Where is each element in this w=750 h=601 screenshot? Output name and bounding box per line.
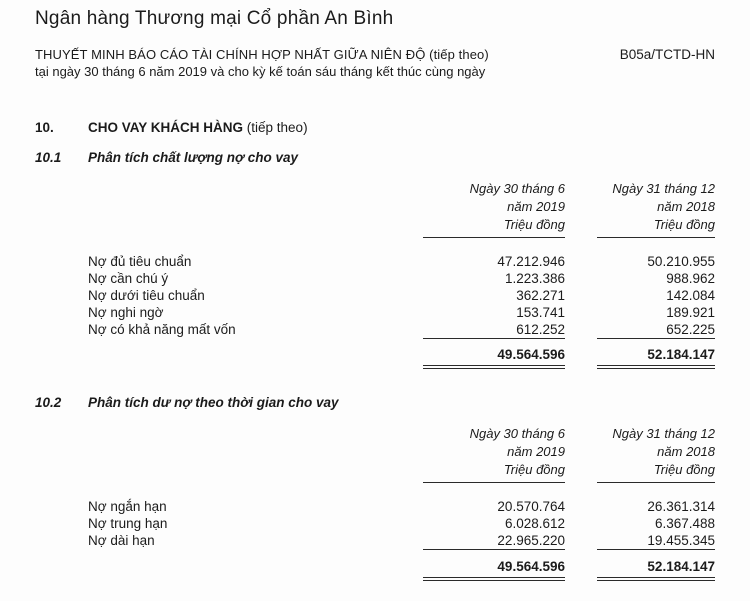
table-row [35, 270, 715, 287]
column-gap [565, 270, 597, 287]
total-label-spacer [35, 549, 423, 581]
row-label: Nợ có khả năng mất vốn [88, 322, 236, 337]
document-title-block [35, 46, 489, 80]
column-header-2018 [597, 180, 715, 238]
subsection-title: Phân tích chất lượng nợ cho vay [88, 150, 299, 165]
column-header-2019-line1: Ngày 30 tháng 6 [469, 181, 565, 196]
row-value-2019: 362.271 [516, 288, 565, 303]
header-label-spacer [35, 180, 423, 238]
row-label: Nợ dưới tiêu chuẩn [88, 288, 205, 303]
table-body [35, 498, 715, 549]
table-row [35, 498, 715, 515]
loan-term-table [35, 425, 715, 581]
row-value-2019: 153.741 [516, 305, 565, 320]
row-value-2019: 1.223.386 [504, 271, 565, 286]
form-code: B05a/TCTD-HN [619, 47, 715, 62]
row-value-2019: 20.570.764 [497, 499, 565, 514]
row-value-2019: 22.965.220 [497, 533, 565, 548]
row-label: Nợ cần chú ý [88, 271, 169, 286]
column-header-2019-unit: Triệu đồng [503, 462, 565, 477]
column-gap [565, 304, 597, 321]
column-header-2019-line1: Ngày 30 tháng 6 [469, 426, 565, 441]
column-header-2019-unit: Triệu đồng [503, 217, 565, 232]
row-label: Nợ trung hạn [88, 516, 168, 531]
row-value-2019: 6.028.612 [504, 516, 565, 531]
row-value-2018: 6.367.488 [654, 516, 715, 531]
column-header-2019 [423, 425, 565, 483]
table-row [35, 321, 715, 338]
column-gap [565, 532, 597, 549]
column-gap [565, 180, 597, 238]
row-value-2018: 142.084 [666, 288, 715, 303]
document-header [35, 46, 715, 80]
total-value-2018: 52.184.147 [597, 338, 715, 369]
table-row [35, 304, 715, 321]
column-gap [565, 515, 597, 532]
total-value-2019: 49.564.596 [423, 549, 565, 581]
subsection-title: Phân tích dư nợ theo thời gian cho vay [88, 395, 339, 410]
section-title-suffix: (tiếp theo) [243, 120, 308, 135]
section-number: 10. [35, 120, 54, 135]
column-gap [565, 253, 597, 270]
row-label: Nợ ngắn hạn [88, 499, 167, 514]
column-gap [565, 287, 597, 304]
column-header-2018-unit: Triệu đồng [653, 217, 715, 232]
column-header-2018-line2: năm 2018 [657, 444, 715, 459]
row-value-2018: 19.455.345 [647, 533, 715, 548]
total-value-2019: 49.564.596 [423, 338, 565, 369]
table-header-row [35, 425, 715, 483]
column-header-2018-line1: Ngày 31 tháng 12 [612, 181, 715, 196]
column-header-2019 [423, 180, 565, 238]
document-subtitle: tại ngày 30 tháng 6 năm 2019 và cho kỳ kế toán sáu tháng kết thúc cùng ngày [35, 64, 486, 79]
total-row [35, 338, 715, 369]
section-title-main: CHO VAY KHÁCH HÀNG [88, 120, 244, 135]
table-row [35, 253, 715, 270]
section-heading [35, 120, 715, 135]
row-value-2018: 988.962 [666, 271, 715, 286]
header-label-spacer [35, 425, 423, 483]
bank-name: Ngân hàng Thương mại Cổ phần An Bình [35, 8, 394, 29]
column-header-2018-line2: năm 2018 [657, 199, 715, 214]
table-body [35, 253, 715, 338]
column-gap [565, 338, 597, 369]
column-gap [565, 321, 597, 338]
table-row [35, 287, 715, 304]
column-gap [565, 549, 597, 581]
subsection-heading-10-1 [35, 150, 715, 165]
row-value-2018: 26.361.314 [647, 499, 715, 514]
row-label: Nợ nghi ngờ [88, 305, 164, 320]
total-label-spacer [35, 338, 423, 369]
table-row [35, 515, 715, 532]
table-row [35, 532, 715, 549]
document-title: THUYẾT MINH BÁO CÁO TÀI CHÍNH HỢP NHẤT GIỮA NIÊN ĐỘ (tiếp theo) [35, 47, 489, 62]
row-value-2018: 50.210.955 [647, 254, 715, 269]
row-value-2018: 189.921 [666, 305, 715, 320]
row-label: Nợ đủ tiêu chuẩn [88, 254, 192, 269]
row-label: Nợ dài hạn [88, 533, 155, 548]
total-row [35, 549, 715, 581]
subsection-number: 10.1 [35, 150, 62, 165]
loan-quality-table [35, 180, 715, 369]
column-gap [565, 498, 597, 515]
column-header-2018 [597, 425, 715, 483]
table-header-row [35, 180, 715, 238]
total-value-2018: 52.184.147 [597, 549, 715, 581]
row-value-2019: 47.212.946 [497, 254, 565, 269]
row-value-2018: 652.225 [666, 322, 715, 337]
row-value-2019: 612.252 [516, 322, 565, 337]
column-header-2018-unit: Triệu đồng [653, 462, 715, 477]
column-header-2019-line2: năm 2019 [507, 199, 565, 214]
column-gap [565, 425, 597, 483]
subsection-number: 10.2 [35, 395, 62, 410]
section-title [88, 120, 308, 135]
column-header-2018-line1: Ngày 31 tháng 12 [612, 426, 715, 441]
column-header-2019-line2: năm 2019 [507, 444, 565, 459]
subsection-heading-10-2 [35, 395, 715, 410]
